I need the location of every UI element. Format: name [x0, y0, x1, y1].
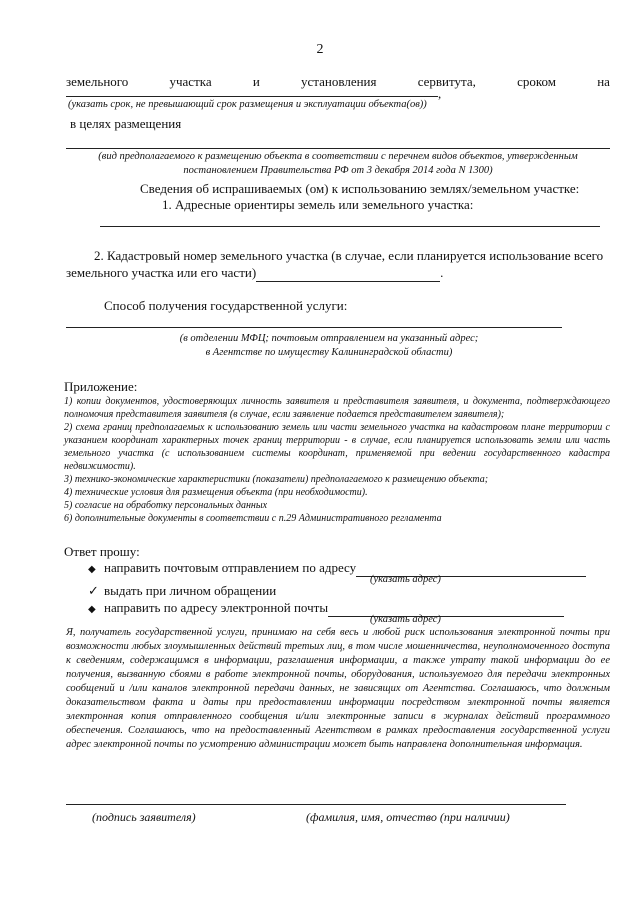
- term-word: установления: [301, 74, 377, 89]
- term-word: земельного: [66, 74, 129, 89]
- attachment-item: 1) копии документов, удостоверяющих личность заявителя и представителя заявителя, и документа, подтверждающего полномочия представителя заявителя (в случае, если заявление подается представителем заявителя);: [64, 396, 610, 420]
- attachment-item: 5) согласие на обработку персональных данных: [64, 500, 268, 511]
- option-personal[interactable]: [88, 583, 276, 599]
- term-word: сервитута,: [417, 74, 476, 89]
- purpose-field[interactable]: [66, 148, 610, 149]
- name-hint: (фамилия, имя, отчество (при наличии): [306, 810, 510, 824]
- cadastral-field[interactable]: [256, 265, 440, 282]
- term-hint: (указать срок, не превышающий срок размещения и эксплуатации объекта(ов)): [68, 99, 427, 110]
- option-mail-label: направить почтовым отправлением по адресу: [104, 560, 357, 575]
- option-email-label: направить по адресу электронной почты: [104, 600, 329, 615]
- page-number: 2: [316, 42, 324, 57]
- address-field[interactable]: [100, 226, 600, 227]
- term-field-comma: ,: [438, 86, 442, 101]
- attachment-item: 3) технико-экономические характеристики (показатели) предполагаемого к размещению объекта;: [64, 474, 489, 485]
- mail-hint: (указать адрес): [370, 574, 441, 585]
- option-personal-label: выдать при личном обращении: [104, 583, 277, 598]
- diamond-bullet-icon: ◆: [88, 564, 96, 575]
- attachment-item: 2) схема границ предполагаемых к использованию земель или части земельного участка на кадастровом плане территории с указанием координат характерных точек границ территории - в случае, если планируется использовать земли или часть земельного участка (с использованием системы координат, применяемой при ведении государственного кадастра недвижимости).: [64, 422, 610, 472]
- purpose-label: в целях размещения: [70, 116, 182, 131]
- purpose-hint-1: (вид предполагаемого к размещению объекта в соответствии с перечнем видов объектов, утвержденным: [98, 151, 578, 162]
- cadastral-line-2: [66, 265, 443, 282]
- cadastral-label: земельного участка или его части): [66, 265, 257, 280]
- diamond-bullet-icon: ◆: [88, 604, 96, 615]
- checkmark-icon: ✓: [88, 583, 99, 598]
- info-heading: Сведения об испрашиваемых (ом) к использованию землях/земельном участке:: [140, 181, 580, 196]
- method-field[interactable]: [66, 327, 562, 328]
- term-field[interactable]: [66, 96, 438, 97]
- term-line: [66, 74, 610, 90]
- attachments-list: [64, 395, 610, 525]
- method-label: Способ получения государственной услуги:: [104, 298, 348, 313]
- cadastral-line-1: 2. Кадастровый номер земельного участка (в случае, если планируется использование всего: [94, 248, 604, 263]
- signature-hint: (подпись заявителя): [92, 810, 196, 824]
- term-word: и: [252, 74, 260, 89]
- term-word: на: [597, 74, 610, 89]
- attachment-item: 6) дополнительные документы в соответствии с п.29 Административного регламента: [64, 513, 442, 524]
- email-hint: (указать адрес): [370, 614, 441, 625]
- email-address-field[interactable]: [328, 600, 564, 617]
- address-item: 1. Адресные ориентиры земель или земельного участка:: [162, 197, 474, 212]
- attachments-title: Приложение:: [64, 379, 138, 394]
- consent-text: Я, получатель государственной услуги, принимаю на себя весь и любой риск использования электронной почты при возможности любых злоумышленных действий третьих лиц, в том числе мошенничества, неуполномоченного доступа к сведениям, содержащимся в информации, разглашения информации, а также утрату такой информации до ее получения, вызванную сбоями в работе электронной почты, оборудования, используемого для передачи электронных сообщений и /или каналов электронной передачи данных, не зависящих от Агентства. Соглашаюсь, что должным доказательством факта и даты при предоставлении информации посредством электронной почты является электронная копия отправленного сообщения и/или электронные записи в журналах действий программного обеспечения. Соглашаюсь, что на предоставленный Агентством в рамках предоставления государственной услуги адрес электронной почты по усмотрению администрации может быть направлена дополнительная информация.: [66, 627, 610, 750]
- answer-title: Ответ прошу:: [64, 544, 140, 559]
- cadastral-end: .: [440, 265, 444, 280]
- signature-field[interactable]: [66, 804, 566, 805]
- option-email[interactable]: [88, 600, 564, 617]
- method-hint-1: (в отделении МФЦ; почтовым отправлением на указанный адрес;: [179, 333, 479, 344]
- purpose-hint-2: постановлением Правительства РФ от 3 декабря 2014 года N 1300): [183, 165, 493, 176]
- method-hint-2: в Агентстве по имуществу Калининградской области): [205, 347, 453, 358]
- term-word: участка: [169, 74, 212, 89]
- term-word: сроком: [517, 74, 556, 89]
- attachment-item: 4) технические условия для размещения объекта (при необходимости).: [64, 487, 368, 498]
- option-mail[interactable]: [88, 560, 586, 577]
